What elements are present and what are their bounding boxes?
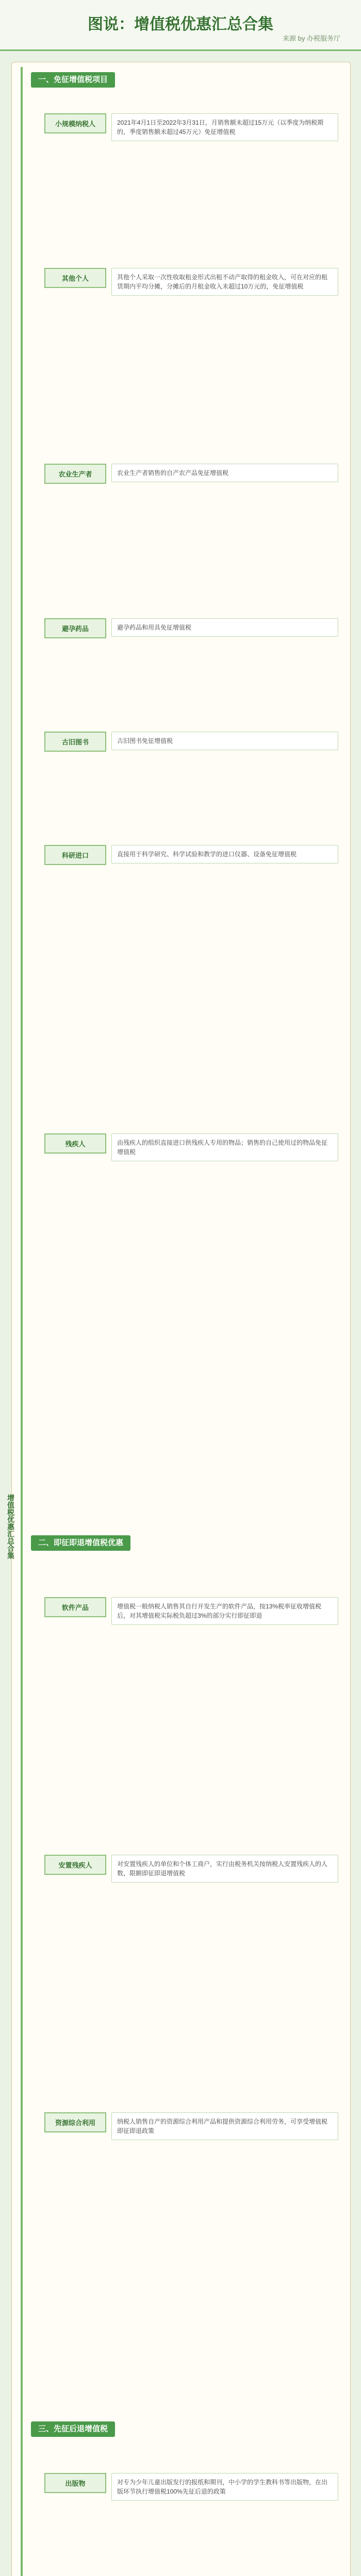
content-card — [11, 62, 351, 2576]
item-label: 小规模纳税人 — [44, 113, 106, 133]
header — [0, 0, 361, 51]
section-refund-immediate: 二、即征即退增值税优惠 — [31, 1535, 130, 1551]
item-label: 古旧图书 — [44, 732, 106, 752]
item-label: 残疾人 — [44, 1133, 106, 1154]
section-refund-after: 三、先征后退增值税 — [31, 2421, 115, 2437]
timeline-spine — [21, 67, 23, 2576]
item-label: 其他个人 — [44, 268, 106, 288]
left-vertical-title: 增值税优惠汇总合集 — [7, 1494, 15, 1559]
item-text: 避孕药品和用具免征增值税 — [111, 618, 338, 637]
item-text: 对安置残疾人的单位和个体工商户，实行由税务机关按纳税人安置残疾人的人数，限额即征即退增值税 — [111, 1855, 338, 1883]
item-text: 其他个人采取一次性收取租金形式出租不动产取得的租金收入，可在对应的租赁期内平均分摊，分摊后的月租金收入未超过10万元的，免征增值税 — [111, 268, 338, 296]
item-text: 农业生产者销售的自产农产品免征增值税 — [111, 464, 338, 482]
item-text: 直接用于科学研究、科学试验和教学的进口仪器、设备免征增值税 — [111, 845, 338, 863]
item-text: 2021年4月1日至2022年3月31日，月销售额未超过15万元（以季度为纳税期的，季度销售额未超过45万元）免征增值税 — [111, 113, 338, 141]
item-label: 资源综合利用 — [44, 2112, 106, 2132]
item-label: 安置残疾人 — [44, 1855, 106, 1875]
item-text: 纳税人销售自产的资源综合利用产品和提供资源综合利用劳务，可享受增值税即征即退政策 — [111, 2112, 338, 2140]
item-label: 科研进口 — [44, 845, 106, 865]
item-label: 避孕药品 — [44, 618, 106, 638]
item-label: 出版物 — [44, 2473, 106, 2493]
item-text: 对专为少年儿童出版发行的报纸和期刊，中小学的学生教科书等出版物，在出版环节执行增值税100%先征后退的政策 — [111, 2473, 338, 2501]
item-text: 古旧图书免征增值税 — [111, 732, 338, 750]
item-label: 软件产品 — [44, 1597, 106, 1617]
item-text: 由残疾人的组织直接进口供残疾人专用的物品；销售的自己使用过的物品免征增值税 — [111, 1133, 338, 1161]
header-subtitle: 来源 by 办税服务厅 — [283, 35, 340, 42]
page-title: 图说：增值税优惠汇总合集 — [88, 16, 273, 33]
item-label: 农业生产者 — [44, 464, 106, 484]
section-exempt: 一、免征增值税项目 — [31, 72, 115, 88]
item-text: 增值税一般纳税人销售其自行开发生产的软件产品，按13%税率征收增值税后，对其增值税实际税负超过3%的部分实行即征即退 — [111, 1597, 338, 1625]
